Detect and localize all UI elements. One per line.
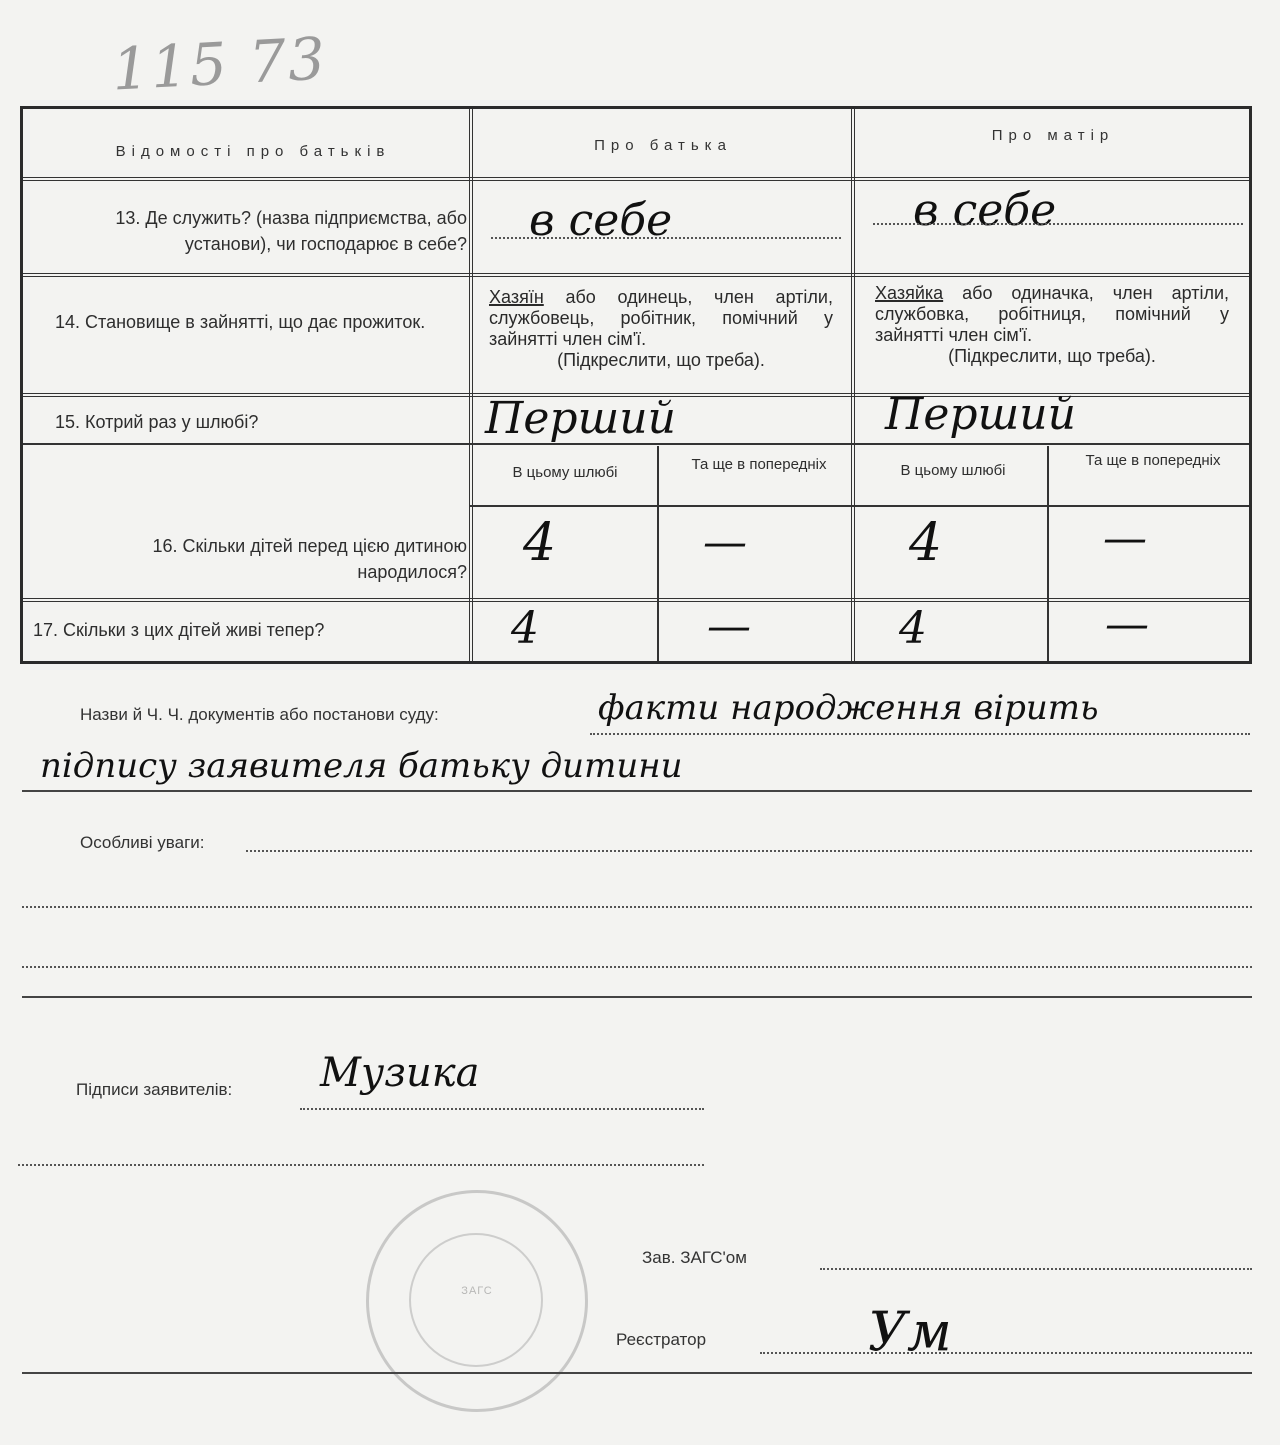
options-14-father [489, 287, 833, 371]
note-mother: (Підкреслити, що треба). [948, 346, 1156, 366]
question-15: 15. Котрий раз у шлюбі? [55, 412, 259, 432]
subheader-previous-mother: Та ще в попередніх [1085, 452, 1221, 469]
documents-value-line1: факти народження вірить [598, 688, 1099, 728]
option-list-father: або одинець, член артіли, службовець, робітник, помічний у зайнятті член сім'ї. [489, 287, 833, 349]
signatures-label: Підписи заявителів: [76, 1080, 233, 1099]
answer-17-mother-prev: — [1105, 599, 1149, 650]
documents-value-line2: підпису заявителя батьку дитини [40, 746, 683, 786]
documents-label: Назви й Ч. Ч. документів або постанови суду: [80, 705, 439, 724]
options-14-mother [875, 283, 1229, 367]
question-14: 14. Становище в зайнятті, що дає прожиток. [55, 312, 426, 332]
underlined-option-mother: Хазяйка [875, 283, 944, 303]
answer-17-father-this: 4 [511, 603, 539, 654]
stamp-text: ЗАГС [461, 1285, 493, 1297]
answer-17-father-prev: — [707, 601, 751, 652]
corner-note: 115 73 [110, 24, 329, 104]
answer-15-father: Перший [485, 393, 676, 444]
answer-16-mother-prev: — [1103, 513, 1147, 564]
subheader-previous-father: Та ще в попередніх [691, 456, 827, 473]
note-father: (Підкреслити, що треба). [557, 350, 765, 370]
answer-15-mother: Перший [885, 389, 1076, 440]
underlined-option-father: Хазяїн [489, 287, 544, 307]
registrar-label: Реєстратор [616, 1330, 707, 1349]
registrar-signature: Ум [868, 1300, 952, 1363]
question-17: 17. Скільки з цих дітей живі тепер? [33, 620, 325, 640]
answer-16-father-this: 4 [523, 513, 557, 573]
answer-16-mother-this: 4 [909, 513, 943, 573]
subheader-this-marriage-father: В цьому шлюбі [512, 464, 618, 481]
answer-13-father: в себе [529, 195, 673, 246]
parents-info-table [20, 106, 1252, 664]
subheader-this-marriage-mother: В цьому шлюбі [900, 462, 1006, 479]
head-label: Зав. ЗАГС'ом [642, 1248, 747, 1267]
answer-13-mother: в себе [913, 185, 1057, 236]
header-parents-info: Відомості про батьків [115, 143, 391, 160]
official-stamp [366, 1190, 588, 1412]
question-13: 13. Де служить? (назва підприємства, або установи), чи господарює в себе? [115, 208, 467, 254]
signatures-value: Музика [320, 1050, 480, 1096]
option-list-mother: або одиначка, член артіли, службовка, робітниця, помічний у зайнятті член сім'ї. [875, 283, 1229, 345]
answer-16-father-prev: — [703, 517, 747, 568]
remarks-label: Особливі уваги: [80, 833, 205, 852]
question-16: 16. Скільки дітей перед цією дитиною народилося? [152, 536, 467, 582]
header-mother: Про матір [991, 127, 1115, 144]
header-father: Про батька [594, 137, 732, 154]
answer-17-mother-this: 4 [899, 603, 927, 654]
